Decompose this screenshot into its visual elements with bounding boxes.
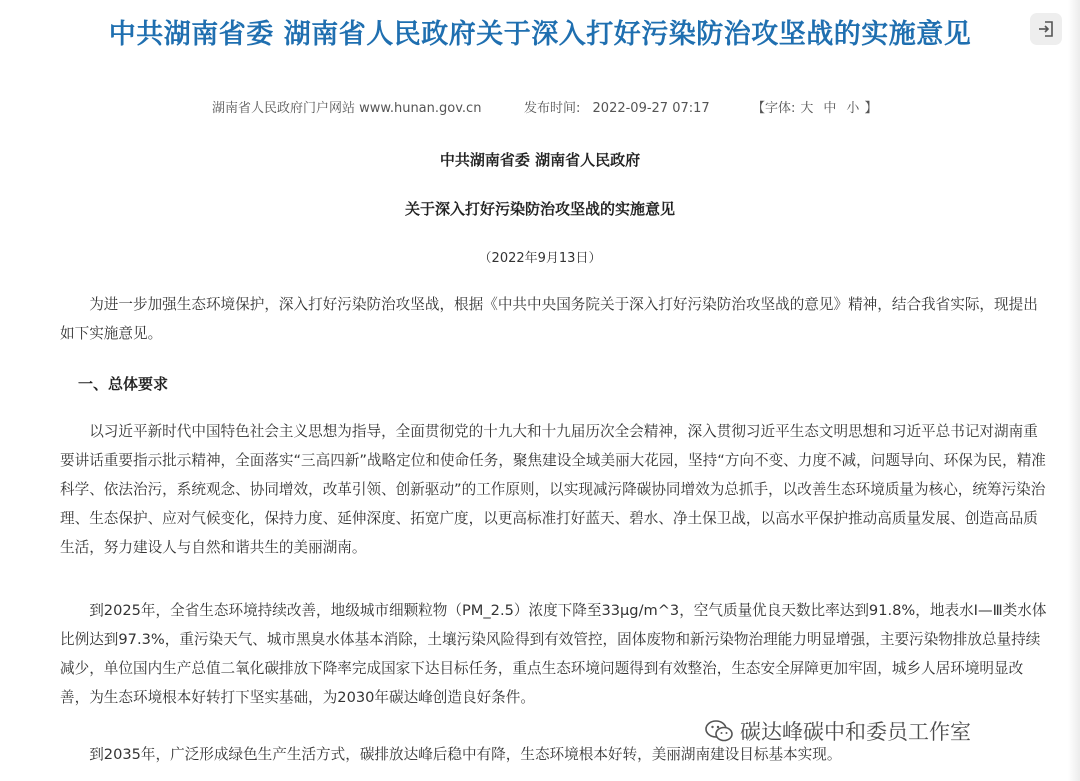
- section-heading: 一、总体要求: [78, 375, 169, 393]
- exit-button[interactable]: [1030, 13, 1062, 45]
- targets-2035-paragraph: 到2035年，广泛形成绿色生产生活方式，碳排放达峰后稳中有降，生态环境根本好转，美丽湖南建设目标基本实现。: [89, 746, 842, 763]
- font-size-end: 】: [864, 101, 878, 116]
- publish-time: [524, 97, 710, 116]
- targets-2025-paragraph: 到2025年，全省生态环境持续改善，地级城市细颗粒物（PM_2.5）浓度下降至33μg/m^3，空气质量优良天数比率达到91.8%，地表水Ⅰ—Ⅲ类水体比例达到97.3%，重污染天气、城市黑臭水体基本消除，土壤污染风险得到有效管控，固体废物和新污染物治理能力明显增强，主要污染物排放总量持续减少，单位国内生产总值二氧化碳排放下降率完成国家下达目标任务，重点生态环境问题得到有效整治，生态安全屏障更加牢固，城乡人居环境明显改善，为生态环境根本好转打下坚实基础，为2030年碳达峰创造良好条件。: [60, 602, 1047, 706]
- font-size-medium-button[interactable]: 中: [823, 101, 837, 116]
- publish-label: 发布时间:: [524, 101, 581, 116]
- watermark-text: 碳达峰碳中和委员工作室: [740, 720, 971, 744]
- page-title: 中共湖南省委 湖南省人民政府关于深入打好污染防治攻坚战的实施意见: [108, 19, 972, 50]
- document-date: （2022年9月13日）: [478, 251, 602, 266]
- font-size-label: 【字体:: [752, 101, 796, 116]
- intro-paragraph: 为进一步加强生态环境保护，深入打好污染防治攻坚战，根据《中共中央国务院关于深入打好污染防治攻坚战的意见》精神，结合我省实际，现提出如下实施意见。: [60, 296, 1038, 342]
- watermark: [704, 716, 971, 746]
- font-size-small-button[interactable]: 小: [846, 101, 860, 116]
- font-size-control: [752, 97, 877, 116]
- wechat-icon: [704, 718, 734, 744]
- document-issuer: 中共湖南省委 湖南省人民政府: [439, 151, 641, 169]
- page-edge-shadow: [1068, 0, 1080, 781]
- source-site: 湖南省人民政府门户网站 www.hunan.gov.cn: [212, 101, 482, 116]
- guiding-principles-paragraph: 以习近平新时代中国特色社会主义思想为指导，全面贯彻党的十九大和十九届历次全会精神，深入贯彻习近平生态文明思想和习近平总书记对湖南重要讲话重要指示批示精神，全面落实“三高四新”战略定位和使命任务，聚焦建设全域美丽大花园，坚持“方向不变、力度不减，问题导向、环保为民，精准科学、依法治污，系统观念、协同增效，改革引领、创新驱动”的工作原则，以实现减污降碳协同增效为总抓手，以改善生态环境质量为核心，统筹污染治理、生态保护、应对气候变化，保持力度、延伸深度、拓宽广度，以更高标准打好蓝天、碧水、净土保卫战，以高水平保护推动高质量发展、创造高品质生活，努力建设人与自然和谐共生的美丽湖南。: [60, 423, 1046, 556]
- publish-time-value: 2022-09-27 07:17: [592, 101, 710, 116]
- document-subject: 关于深入打好污染防治攻坚战的实施意见: [404, 200, 675, 218]
- exit-icon: [1037, 20, 1055, 38]
- font-size-large-button[interactable]: 大: [800, 101, 814, 116]
